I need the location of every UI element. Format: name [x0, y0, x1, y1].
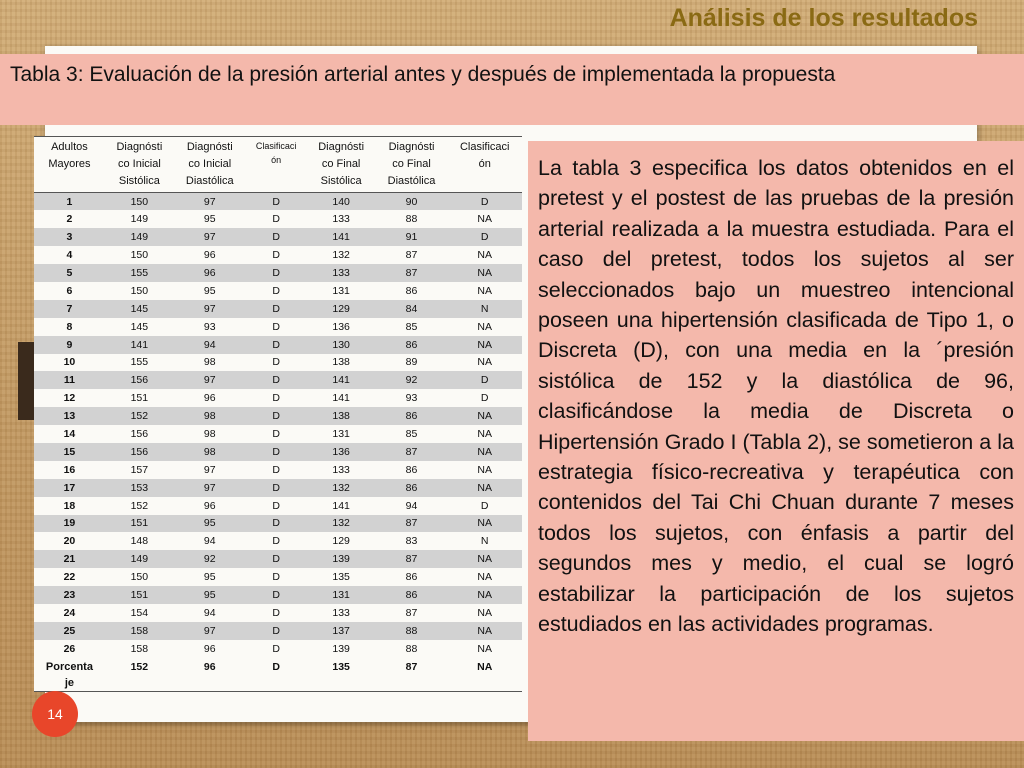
table-row — [34, 336, 522, 354]
table-total-row — [34, 658, 522, 692]
table-cell: 132 — [307, 246, 376, 264]
page-number: 14 — [32, 691, 78, 737]
table-cell: D — [246, 443, 307, 461]
table-cell: D — [246, 622, 307, 640]
table-cell: 151 — [105, 586, 174, 604]
table-cell: NA — [447, 604, 522, 622]
table-cell: 25 — [34, 622, 105, 640]
table-cell: 150 — [105, 193, 174, 211]
table-row — [34, 228, 522, 246]
table-cell: D — [246, 318, 307, 336]
table-cell: 138 — [307, 354, 376, 372]
table-cell: D — [447, 228, 522, 246]
column-header — [376, 137, 448, 193]
column-header-line: Clasificaci — [459, 141, 510, 153]
table-cell: 136 — [307, 318, 376, 336]
table-row — [34, 532, 522, 550]
table-row — [34, 264, 522, 282]
table-cell: 137 — [307, 622, 376, 640]
table-cell: 150 — [105, 568, 174, 586]
column-header-line: Diagnósti — [318, 141, 365, 153]
table-cell: 149 — [105, 210, 174, 228]
table-cell: 16 — [34, 461, 105, 479]
table-cell: 140 — [307, 193, 376, 211]
table-cell: 131 — [307, 425, 376, 443]
table-cell: D — [246, 532, 307, 550]
table-cell: 132 — [307, 479, 376, 497]
table-cell: 155 — [105, 354, 174, 372]
column-header — [105, 137, 174, 193]
table-cell: D — [447, 193, 522, 211]
table-cell: 85 — [376, 425, 448, 443]
table-row — [34, 568, 522, 586]
table-cell: NA — [447, 515, 522, 533]
total-cell: 152 — [105, 658, 174, 692]
table-cell: 156 — [105, 443, 174, 461]
table-caption: Tabla 3: Evaluación de la presión arterial antes y después de implementada la propuesta — [0, 54, 1024, 125]
table-row — [34, 497, 522, 515]
table-cell: 97 — [174, 228, 246, 246]
table-cell: 141 — [307, 497, 376, 515]
table-header-row — [34, 137, 522, 193]
table-cell: 96 — [174, 640, 246, 658]
table-cell: 96 — [174, 497, 246, 515]
table-cell: 88 — [376, 640, 448, 658]
table-cell: 88 — [376, 622, 448, 640]
table-cell: 154 — [105, 604, 174, 622]
table-row — [34, 604, 522, 622]
table-row — [34, 461, 522, 479]
table-cell: 83 — [376, 532, 448, 550]
table-cell: 90 — [376, 193, 448, 211]
table-cell: 92 — [174, 550, 246, 568]
table-row — [34, 246, 522, 264]
column-header-line: co Final — [392, 158, 431, 170]
column-header-line: Diagnósti — [116, 141, 163, 153]
table-cell: 149 — [105, 550, 174, 568]
table-row — [34, 318, 522, 336]
table-cell: 15 — [34, 443, 105, 461]
table-row — [34, 354, 522, 372]
table-cell: 141 — [307, 389, 376, 407]
table-cell: 94 — [376, 497, 448, 515]
table-cell: 129 — [307, 300, 376, 318]
table-cell: 98 — [174, 443, 246, 461]
description-box: La tabla 3 especifica los datos obtenidos en el pretest y el postest de las pruebas de la presión arterial realizada a la muestra estudiada. Para el caso del pretest, todos los sujetos al ser seleccionados bajo un muestreo intencional poseen una hipertensión clasificada de Tipo 1, o Discreta (D), con una media en la ´presión sistólica de 152 y la diastólica de 96, clasificándose la media de Discreta o Hipertensión Grado I (Tabla 2), se sometieron a la estrategia físico-recreativa y terapéutica con contenidos del Tai Chi Chuan durante 7 meses todos los sujetos, con énfasis a partir del segundos mes y medio, el cual se logró estabilizar la participación de los sujetos estudiados en las actividades programas. — [528, 141, 1024, 741]
table-cell: 141 — [307, 371, 376, 389]
table-cell: 96 — [174, 246, 246, 264]
table-cell: N — [447, 300, 522, 318]
table-cell: 86 — [376, 586, 448, 604]
table-cell: 91 — [376, 228, 448, 246]
table-cell: 17 — [34, 479, 105, 497]
table-cell: 93 — [174, 318, 246, 336]
table-cell: NA — [447, 586, 522, 604]
table-cell: 88 — [376, 210, 448, 228]
total-cell: NA — [447, 658, 522, 692]
table-cell: D — [246, 497, 307, 515]
table-cell: 141 — [307, 228, 376, 246]
table-row — [34, 371, 522, 389]
table-cell: D — [246, 550, 307, 568]
table-cell: 7 — [34, 300, 105, 318]
table-cell: NA — [447, 354, 522, 372]
table-cell: 152 — [105, 497, 174, 515]
table-cell: NA — [447, 550, 522, 568]
table-cell: 98 — [174, 354, 246, 372]
table-cell: 87 — [376, 246, 448, 264]
table-cell: 139 — [307, 640, 376, 658]
table-cell: 86 — [376, 461, 448, 479]
table-cell: NA — [447, 246, 522, 264]
table-cell: D — [246, 604, 307, 622]
table-cell: D — [246, 193, 307, 211]
table-row — [34, 282, 522, 300]
table-cell: NA — [447, 425, 522, 443]
table-cell: 150 — [105, 282, 174, 300]
total-cell: 96 — [174, 658, 246, 692]
table-cell: 94 — [174, 604, 246, 622]
table-cell: 152 — [105, 407, 174, 425]
table-cell: D — [246, 246, 307, 264]
slide-title: Análisis de los resultados — [669, 4, 978, 32]
table-cell: 87 — [376, 443, 448, 461]
table-cell: D — [246, 461, 307, 479]
table-cell: 95 — [174, 586, 246, 604]
table-body — [34, 193, 522, 692]
table-cell: D — [246, 336, 307, 354]
table-cell: 89 — [376, 354, 448, 372]
table-cell: 86 — [376, 336, 448, 354]
table-cell: 148 — [105, 532, 174, 550]
table-cell: 10 — [34, 354, 105, 372]
column-header-line: Sistólica — [118, 175, 160, 187]
table-cell: D — [246, 586, 307, 604]
column-header — [447, 137, 522, 193]
column-header-line: Diastólica — [185, 175, 234, 187]
table-cell: 87 — [376, 515, 448, 533]
column-header-line: Sistólica — [320, 175, 362, 187]
table-cell: 98 — [174, 425, 246, 443]
table-cell: 95 — [174, 282, 246, 300]
column-header-line: Diastólica — [387, 175, 436, 187]
table-cell: 153 — [105, 479, 174, 497]
table-cell: 133 — [307, 210, 376, 228]
table-cell: N — [447, 532, 522, 550]
table-cell: 157 — [105, 461, 174, 479]
table-row — [34, 515, 522, 533]
table-cell: 145 — [105, 318, 174, 336]
total-label — [34, 658, 105, 692]
table-cell: 131 — [307, 282, 376, 300]
column-header-line: co Final — [321, 158, 361, 170]
table-cell: 11 — [34, 371, 105, 389]
table-row — [34, 300, 522, 318]
table-cell: D — [246, 425, 307, 443]
table-cell: 98 — [174, 407, 246, 425]
table-cell: 131 — [307, 586, 376, 604]
table-cell: 14 — [34, 425, 105, 443]
table-cell: 6 — [34, 282, 105, 300]
column-header — [34, 137, 105, 193]
table-cell: NA — [447, 568, 522, 586]
table-cell: 145 — [105, 300, 174, 318]
table-cell: 132 — [307, 515, 376, 533]
table-cell: 92 — [376, 371, 448, 389]
table-cell: 93 — [376, 389, 448, 407]
table-cell: 21 — [34, 550, 105, 568]
table-cell: D — [447, 389, 522, 407]
table-cell: 86 — [376, 407, 448, 425]
table-cell: 19 — [34, 515, 105, 533]
total-label-line: je — [64, 676, 75, 689]
table-cell: NA — [447, 622, 522, 640]
column-header-line: Mayores — [48, 158, 91, 170]
table-cell: D — [246, 389, 307, 407]
table-cell: 96 — [174, 389, 246, 407]
table-cell: 133 — [307, 604, 376, 622]
table-cell: 86 — [376, 479, 448, 497]
table-cell: D — [447, 497, 522, 515]
table-cell: 20 — [34, 532, 105, 550]
table-cell: 141 — [105, 336, 174, 354]
table-cell: NA — [447, 461, 522, 479]
table-cell: NA — [447, 407, 522, 425]
table-cell: 95 — [174, 568, 246, 586]
table-cell: 23 — [34, 586, 105, 604]
table-cell: 85 — [376, 318, 448, 336]
column-header — [174, 137, 246, 193]
table-cell: 26 — [34, 640, 105, 658]
table-row — [34, 479, 522, 497]
table-cell: 136 — [307, 443, 376, 461]
table-cell: 151 — [105, 389, 174, 407]
table-cell: 150 — [105, 246, 174, 264]
table-cell: 133 — [307, 264, 376, 282]
table-cell: 151 — [105, 515, 174, 533]
table-cell: D — [246, 228, 307, 246]
table-cell: 1 — [34, 193, 105, 211]
table-row — [34, 425, 522, 443]
table-row — [34, 193, 522, 211]
table-cell: D — [246, 264, 307, 282]
table-cell: 94 — [174, 336, 246, 354]
table-cell: D — [246, 354, 307, 372]
table-cell: NA — [447, 210, 522, 228]
table-cell: 139 — [307, 550, 376, 568]
column-header-line: Diagnósti — [186, 141, 233, 153]
table-cell: 130 — [307, 336, 376, 354]
table-row — [34, 622, 522, 640]
table-cell: D — [246, 371, 307, 389]
column-header-line: Clasificaci — [255, 141, 297, 151]
table-cell: NA — [447, 336, 522, 354]
table-cell: 2 — [34, 210, 105, 228]
table-cell: 135 — [307, 568, 376, 586]
column-header-line: co Inicial — [188, 158, 232, 170]
table-cell: 96 — [174, 264, 246, 282]
table-cell: 97 — [174, 300, 246, 318]
table-cell: 86 — [376, 282, 448, 300]
table-cell: 149 — [105, 228, 174, 246]
total-cell: 87 — [376, 658, 448, 692]
table-cell: NA — [447, 640, 522, 658]
table-cell: 3 — [34, 228, 105, 246]
table-cell: 86 — [376, 568, 448, 586]
table-cell: 158 — [105, 622, 174, 640]
table-cell: 156 — [105, 425, 174, 443]
table-cell: 87 — [376, 264, 448, 282]
table-cell: D — [246, 210, 307, 228]
column-header — [307, 137, 376, 193]
column-header-line: ón — [271, 155, 282, 165]
table-cell: 138 — [307, 407, 376, 425]
table-cell: NA — [447, 443, 522, 461]
table-cell: 95 — [174, 515, 246, 533]
table-row — [34, 443, 522, 461]
table-cell: D — [246, 515, 307, 533]
table-cell: 4 — [34, 246, 105, 264]
table-cell: NA — [447, 264, 522, 282]
table-cell: NA — [447, 318, 522, 336]
table-cell: D — [246, 640, 307, 658]
table-cell: NA — [447, 479, 522, 497]
table-row — [34, 407, 522, 425]
table-row — [34, 210, 522, 228]
table-cell: 97 — [174, 622, 246, 640]
table-cell: 133 — [307, 461, 376, 479]
table-cell: 95 — [174, 210, 246, 228]
total-cell: D — [246, 658, 307, 692]
table-cell: 97 — [174, 479, 246, 497]
table-cell: 155 — [105, 264, 174, 282]
table-cell: 9 — [34, 336, 105, 354]
column-header-line: Diagnósti — [388, 141, 435, 153]
table-cell: D — [246, 479, 307, 497]
table-row — [34, 640, 522, 658]
total-label-line: Porcenta — [45, 660, 93, 673]
column-header-line: Adultos — [51, 141, 88, 153]
table-row — [34, 389, 522, 407]
column-header-line: ón — [478, 158, 491, 170]
table-cell: 18 — [34, 497, 105, 515]
table-cell: 97 — [174, 461, 246, 479]
table-cell: 97 — [174, 371, 246, 389]
table-cell: D — [246, 407, 307, 425]
table-cell: 156 — [105, 371, 174, 389]
table-row — [34, 586, 522, 604]
table-cell: D — [246, 568, 307, 586]
table-cell: 5 — [34, 264, 105, 282]
table-cell: 129 — [307, 532, 376, 550]
table-cell: 94 — [174, 532, 246, 550]
blood-pressure-table — [34, 136, 522, 692]
table-cell: 13 — [34, 407, 105, 425]
table-cell: D — [447, 371, 522, 389]
total-cell: 135 — [307, 658, 376, 692]
column-header-line: co Inicial — [117, 158, 161, 170]
table-cell: 158 — [105, 640, 174, 658]
table-cell: 84 — [376, 300, 448, 318]
table-cell: 24 — [34, 604, 105, 622]
table-row — [34, 550, 522, 568]
table-cell: 97 — [174, 193, 246, 211]
table-cell: NA — [447, 282, 522, 300]
table-cell: 22 — [34, 568, 105, 586]
table-cell: 87 — [376, 604, 448, 622]
table-cell: 8 — [34, 318, 105, 336]
table-cell: D — [246, 300, 307, 318]
table-cell: 87 — [376, 550, 448, 568]
column-header — [246, 137, 307, 193]
table-cell: D — [246, 282, 307, 300]
table-cell: 12 — [34, 389, 105, 407]
